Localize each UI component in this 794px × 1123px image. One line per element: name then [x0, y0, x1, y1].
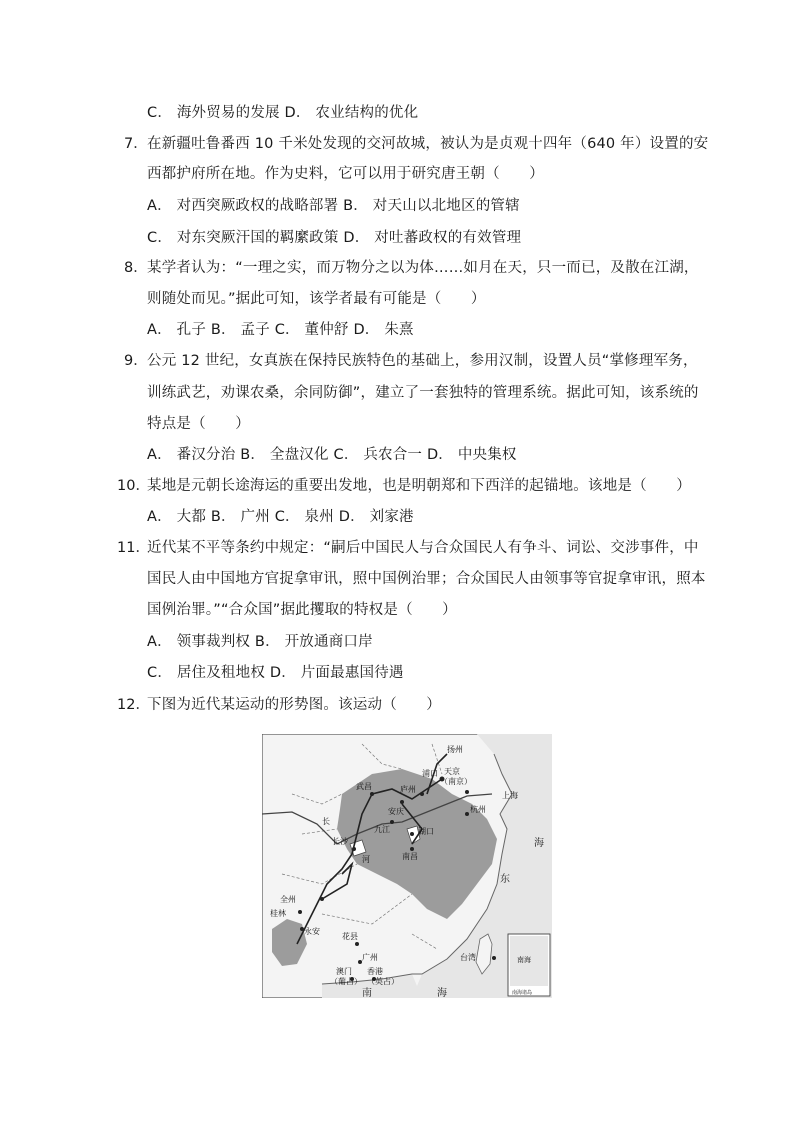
q12-stem-line1: 下图为近代某运动的形势图。该运动（ ） — [147, 697, 441, 713]
label-nanhai-1: 南 — [362, 988, 372, 998]
q9-number: 9． — [124, 353, 148, 369]
label-jiang: 长 — [322, 817, 330, 826]
label-hukou: 湖口 — [418, 827, 434, 836]
label-shanghai: 上海 — [502, 791, 518, 800]
q9-stem-line2: 训练武艺，劝课农桑，余同防御”，建立了一套独特的管理系统。据此可知，该系统的 — [147, 385, 699, 401]
label-donghai-1: 东 — [500, 874, 510, 885]
inset-sea-label: 南海 — [517, 956, 531, 964]
label-he: 河 — [362, 855, 370, 864]
q7-stem-line2: 西都护府所在地。作为史料，它可以用于研究唐王朝（ ） — [147, 166, 544, 182]
q8-stem-line2: 则随处而见。”据此可知，该学者最有可能是（ ） — [147, 291, 486, 307]
label-guangzhou: 广州 — [362, 953, 378, 962]
q9-stem-line3: 特点是（ ） — [147, 416, 250, 432]
taiping-movement-map — [262, 734, 552, 998]
label-pukou: 浦口 — [422, 769, 438, 778]
q11-stem-line3: 国例治罪。”“合众国”据此攫取的特权是（ ） — [147, 602, 457, 618]
q11-options-line1: A． 领事裁判权 B． 开放通商口岸 — [147, 634, 373, 650]
q7-number: 7． — [124, 136, 148, 152]
q12-number: 12． — [117, 697, 150, 713]
label-yongan: 永安 — [304, 927, 320, 936]
label-changsha: 长沙 — [332, 837, 348, 846]
q10-options-line1: A． 大都 B． 广州 C． 泉州 D． 刘家港 — [147, 509, 414, 525]
label-tianjing: 天京 — [444, 767, 460, 776]
q9-stem-line1: 公元 12 世纪，女真族在保持民族特色的基础上，参用汉制，设置人员“掌修理军务， — [147, 353, 698, 369]
label-nanhai-2: 海 — [437, 988, 447, 998]
label-yangzhou: 扬州 — [447, 745, 463, 754]
q11-stem-line2: 国民人由中国地方官捉拿审讯，照中国例治罪；合众国民人由领事等官捉拿审讯，照本 — [147, 571, 706, 587]
q7-stem-line1: 在新疆吐鲁番西 10 千米处发现的交河故城，被认为是贞观十四年（640 年）设置的安 — [147, 136, 709, 152]
q11-options-line2: C． 居住及租地权 D． 片面最惠国待遇 — [147, 665, 404, 681]
label-jiujiang: 九江 — [374, 825, 390, 834]
q10-stem-line1: 某地是元朝长途海运的重要出发地，也是明朝郑和下西洋的起锚地。该地是（ ） — [147, 478, 691, 494]
label-xianggang-note: （英占） — [367, 977, 399, 986]
q7-options-line1: A． 对西突厥政权的战略部署 B． 对天山以北地区的管辖 — [147, 198, 520, 214]
q10-number: 10． — [117, 478, 150, 494]
label-nanjing: （南京） — [440, 777, 472, 786]
q6-options-line2: C． 海外贸易的发展 D． 农业结构的优化 — [147, 105, 419, 121]
q7-options-line2: C． 对东突厥汗国的羁縻政策 D． 对吐蕃政权的有效管理 — [147, 230, 522, 246]
label-taiwan: 台湾 — [460, 953, 476, 962]
label-xianggang: 香港 — [367, 967, 383, 976]
label-anqing: 安庆 — [388, 807, 404, 816]
q11-number: 11． — [117, 540, 150, 556]
label-luzhou: 庐州 — [400, 785, 416, 794]
label-aomen-note: （葡占） — [330, 977, 362, 986]
q8-options-line1: A． 孔子 B． 孟子 C． 董仲舒 D． 朱熹 — [147, 322, 414, 338]
inset-caption: 南海诸岛 — [512, 990, 533, 996]
label-nanchang: 南昌 — [402, 852, 418, 861]
label-quanzhou: 全州 — [280, 895, 296, 904]
q8-number: 8． — [124, 260, 148, 276]
q9-options-line1: A． 番汉分治 B． 全盘汉化 C． 兵农合一 D． 中央集权 — [147, 447, 517, 463]
label-hangzhou: 杭州 — [470, 805, 486, 814]
label-donghai-2: 海 — [534, 838, 544, 849]
label-guilin: 桂林 — [270, 909, 286, 918]
q8-stem-line1: 某学者认为：“一理之实，而万物分之以为体……如月在天，只一而已，及散在江湖， — [147, 260, 699, 276]
label-huaxian: 花县 — [342, 932, 358, 941]
label-aomen: 澳门 — [336, 967, 352, 976]
label-wuchang: 武昌 — [356, 782, 372, 791]
q11-stem-line1: 近代某不平等条约中规定：“嗣后中国民人与合众国民人有争斗、词讼、交涉事件，中 — [147, 540, 699, 556]
